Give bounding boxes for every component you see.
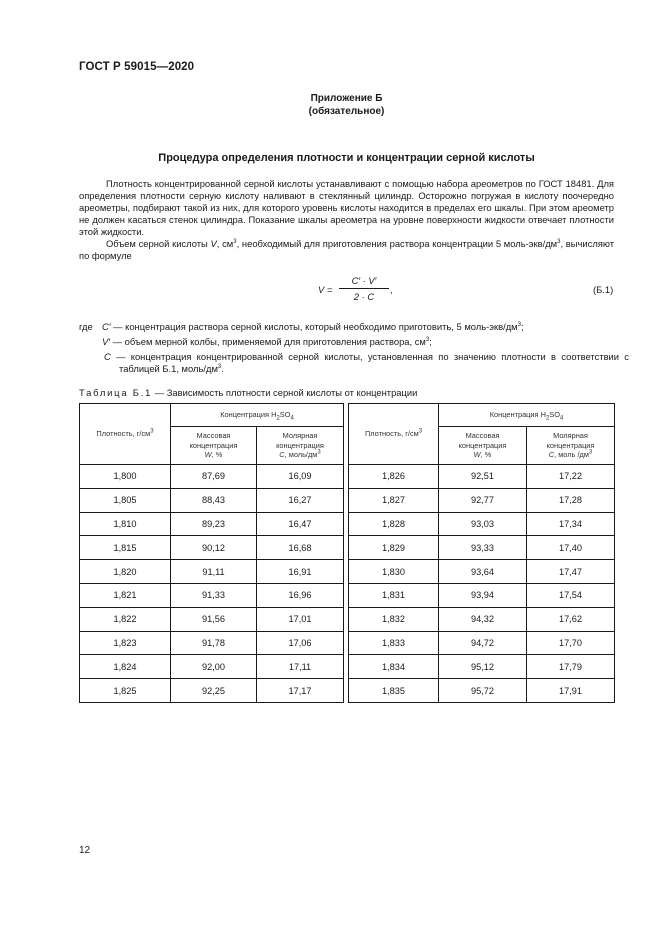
table-cell: 1,826 — [349, 465, 439, 489]
table-row — [80, 488, 615, 512]
table-row — [80, 560, 615, 584]
table-cell: 17,06 — [257, 631, 344, 655]
where-item: C — концентрация концентрированной серной кислоты, установленная по значению плотности в соответствии с таблицей Б.1, моль/$дм^3$. — [104, 351, 629, 375]
table-cell: 1,830 — [349, 560, 439, 584]
table-cell: 1,821 — [80, 583, 171, 607]
table-row — [80, 631, 615, 655]
table-cell: 1,829 — [349, 536, 439, 560]
table-cell: 91,56 — [171, 607, 257, 631]
table-cell: 88,43 — [171, 488, 257, 512]
table-cell: 17,22 — [527, 465, 615, 489]
section-title: Процедура определения плотности и концентрации серной кислоты — [158, 152, 535, 164]
table-cell: 95,12 — [439, 655, 527, 679]
table-cell: 17,79 — [527, 655, 615, 679]
table-cell: 1,800 — [80, 465, 171, 489]
formula-denominator: 2 · C — [353, 291, 375, 302]
header-mass-right: Массовая концентрация W, % — [439, 427, 527, 465]
table-cell: 1,833 — [349, 631, 439, 655]
table-cell: 16,27 — [257, 488, 344, 512]
table-cell: 1,815 — [80, 536, 171, 560]
table-cell: 17,91 — [527, 679, 615, 703]
table-cell: 91,11 — [171, 560, 257, 584]
header-molar-left: Молярная концентрация C, моль/$дм^3$ — [257, 427, 344, 465]
header-concentration-right: Концентрация $H_2SO_4$ — [439, 404, 615, 427]
formula-trail: , — [390, 284, 393, 295]
table-cell: 1,805 — [80, 488, 171, 512]
table-cell: 16,47 — [257, 512, 344, 536]
table-cell: 17,01 — [257, 607, 344, 631]
table-cell: 17,47 — [527, 560, 615, 584]
table-cell: 17,70 — [527, 631, 615, 655]
table-cell: 89,23 — [171, 512, 257, 536]
table-cell: 1,810 — [80, 512, 171, 536]
where-item: V′ — объем мерной колбы, применяемой для приготовления раствора, $см^3$; — [102, 336, 432, 347]
header-mass-left: Массовая концентрация W, % — [171, 427, 257, 465]
table-row — [80, 465, 615, 489]
formula-numerator: C′ · V′ — [339, 275, 389, 289]
where-label: где — [79, 321, 93, 332]
where-item: C′ — концентрация раствора серной кислоты, который необходимо приготовить, 5 моль-$экв/дм^3$; — [102, 321, 524, 332]
table-cell: 1,822 — [80, 607, 171, 631]
table-cell: 17,34 — [527, 512, 615, 536]
table-cell: 1,820 — [80, 560, 171, 584]
table-cell: 93,03 — [439, 512, 527, 536]
table-cell: 90,12 — [171, 536, 257, 560]
table-cell: 91,78 — [171, 631, 257, 655]
header-molar-right: Молярная концентрация C, моль $/дм^3$ — [527, 427, 615, 465]
table-row — [80, 679, 615, 703]
page-number: 12 — [79, 845, 91, 856]
table-cell: 87,69 — [171, 465, 257, 489]
table-cell: 94,72 — [439, 631, 527, 655]
table-cell: 17,62 — [527, 607, 615, 631]
table-cell: 1,827 — [349, 488, 439, 512]
table-cell: 17,28 — [527, 488, 615, 512]
table-cell: 94,32 — [439, 607, 527, 631]
density-table — [79, 403, 615, 703]
table-row — [80, 583, 615, 607]
table-cell: 92,51 — [439, 465, 527, 489]
table-cell: 1,832 — [349, 607, 439, 631]
table-cell: 1,828 — [349, 512, 439, 536]
document-header: ГОСТ Р 59015—2020 — [79, 61, 195, 73]
appendix-status: (обязательное) — [308, 106, 385, 117]
table-cell: 17,11 — [257, 655, 344, 679]
formula-number: (Б.1) — [593, 284, 614, 295]
formula-fraction — [339, 275, 389, 302]
table-row — [80, 607, 615, 631]
table-cell: 92,00 — [171, 655, 257, 679]
table-cell: 1,823 — [80, 631, 171, 655]
header-concentration-left: Концентрация $H_2SO_4$ — [171, 404, 344, 427]
header-density-right: Плотность, $г/см^3$ — [349, 404, 439, 465]
table-cell: 1,825 — [80, 679, 171, 703]
table-cell: 1,834 — [349, 655, 439, 679]
paragraph-density-method: Плотность концентрированной серной кислоты устанавливают с помощью набора ареометров по ГОСТ 18481. Для определения плотности серную кислоту наливают в стеклянный цилиндр. Осторожно погружая в кислоту поочередно ареометры, подбирают такой из них, для которого уровень кислоты находится в пределах его шкалы. При этом ареометр не должен касаться стенок цилиндра. Показание шкалы ареометра на уровне поверхности жидкости отвечает плотности этой жидкости. — [79, 178, 614, 238]
table-cell: 92,77 — [439, 488, 527, 512]
header-density-left: Плотность, $г/см^3$ — [80, 404, 171, 465]
table-row — [80, 512, 615, 536]
table-cell: 17,40 — [527, 536, 615, 560]
table-cell: 92,25 — [171, 679, 257, 703]
table-cell: 1,831 — [349, 583, 439, 607]
appendix-title: Приложение Б — [310, 93, 383, 104]
table-cell: 93,64 — [439, 560, 527, 584]
table-cell: 91,33 — [171, 583, 257, 607]
table-body — [80, 465, 615, 703]
table-cell: 95,72 — [439, 679, 527, 703]
table-cell: 17,54 — [527, 583, 615, 607]
table-cell: 16,68 — [257, 536, 344, 560]
table-cell: 16,96 — [257, 583, 344, 607]
formula-lhs: V = — [318, 284, 333, 295]
table-row — [80, 655, 615, 679]
table-cell: 16,09 — [257, 465, 344, 489]
table-cell: 16,91 — [257, 560, 344, 584]
table-cell: 93,33 — [439, 536, 527, 560]
paragraph-volume-formula-intro: Объем серной кислоты V, $см^3$, необходимый для приготовления раствора концентрации 5 моль-$экв/дм^3$, вычисляют по формуле — [79, 238, 615, 262]
table-cell: 17,17 — [257, 679, 344, 703]
table-cell: 93,94 — [439, 583, 527, 607]
table-caption: Таблица Б.1 — Зависимость плотности серной кислоты от концентрации — [79, 387, 418, 398]
table-cell: 1,824 — [80, 655, 171, 679]
table-cell: 1,835 — [349, 679, 439, 703]
table-row — [80, 536, 615, 560]
